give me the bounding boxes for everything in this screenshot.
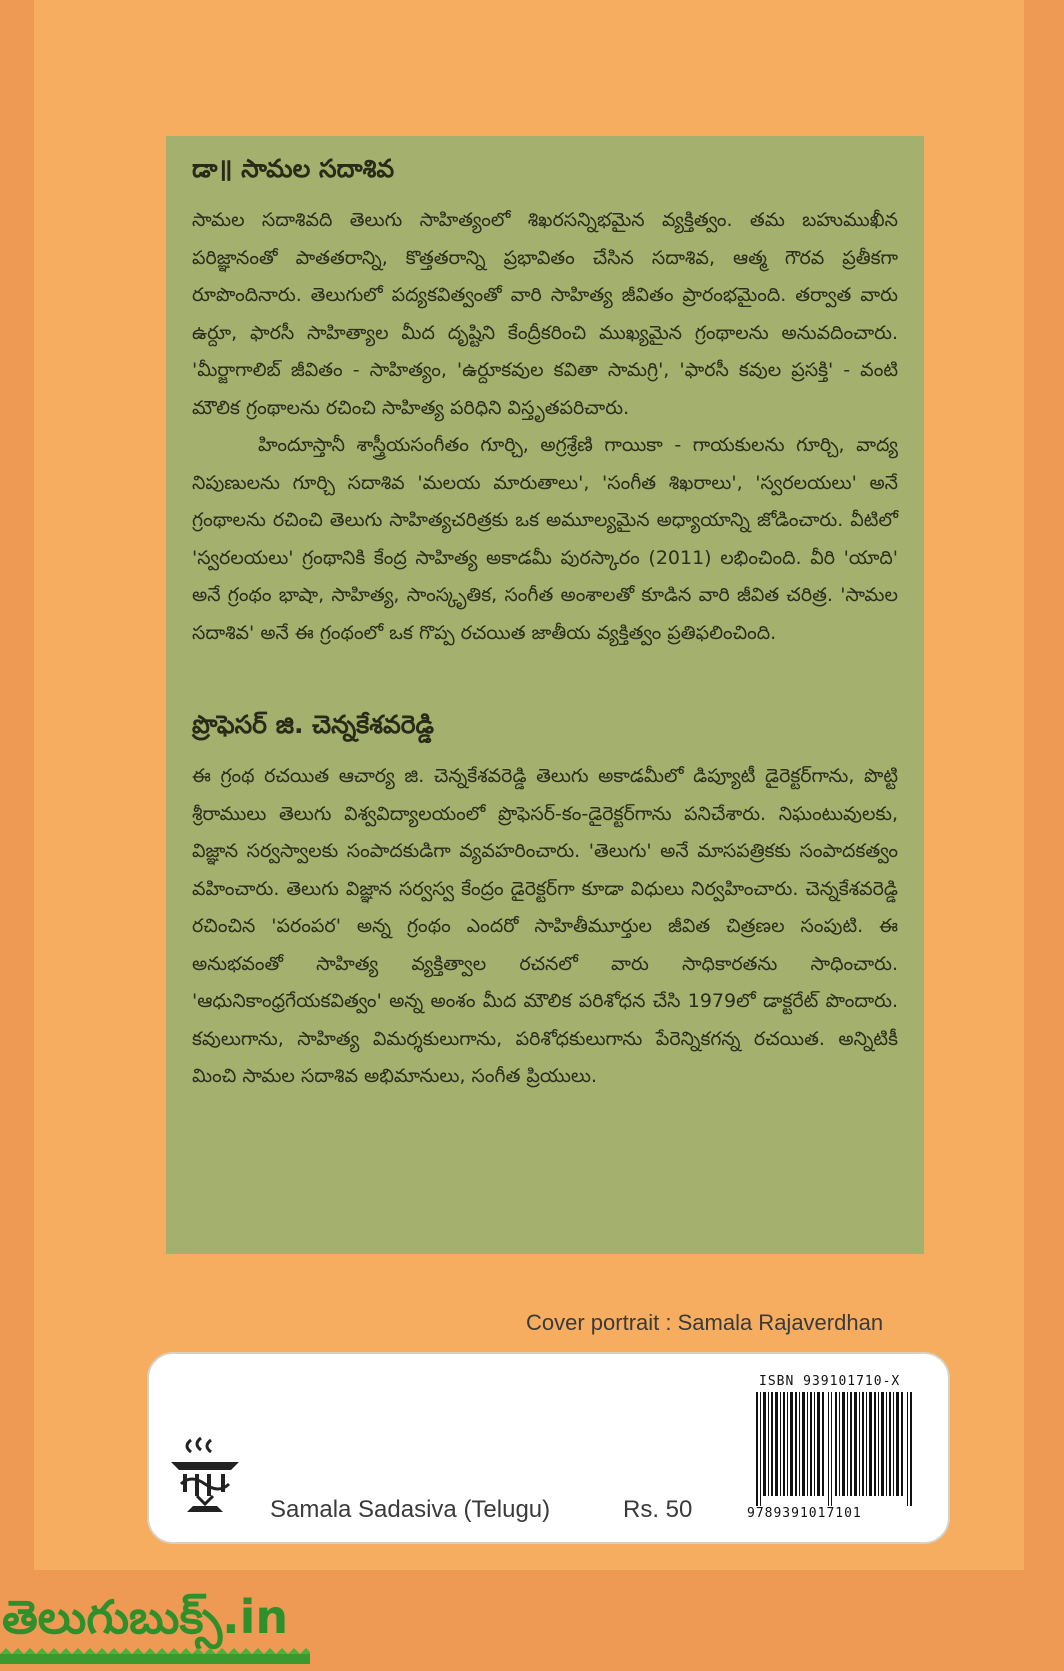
book-title: Samala Sadasiva (Telugu) [270, 1496, 551, 1523]
watermark-logo: తెలుగుబుక్స్.in [2, 1590, 289, 1644]
section-gap [192, 652, 898, 710]
author-bio-paragraph-2: హిందూస్తానీ శాస్త్రీయసంగీతం గూర్చి, అగ్రశ్రేణి గాయికా - గాయకులను గూర్చి, వాద్య నిపుణులను గూర్చి సదాశివ 'మలయ మారుతాలు', 'సంగీత శిఖరాలు', 'స్వరలయలు' అనే గ్రంథాలను రచించి తెలుగు సాహిత్యచరిత్రకు ఒక అమూల్యమైన అధ్యాయాన్ని జోడించారు. వీటిలో 'స్వరలయలు' గ్రంథానికి కేంద్ర సాహిత్య అకాడమీ పురస్కారం (2011) లభించింది. వీరి 'యాది' అనే గ్రంథం భాషా, సాహిత్య, సాంస్కృతిక, సంగీత అంశాలతో కూడిన వారి జీవిత చరిత్ర. 'సామల సదాశివ' అనే ఈ గ్రంథంలో ఒక గొప్ప రచయిత జాతీయ వ్యక్తిత్వం ప్రతిఫలించింది. [192, 434, 898, 644]
author-info-panel [166, 136, 924, 1254]
barcode-icon [754, 1392, 914, 1506]
writer-bio-paragraph: ఈ గ్రంథ రచయిత ఆచార్య జి. చెన్నకేశవరెడ్డి తెలుగు అకాడమీలో డిప్యూటీ డైరెక్టర్‌గాను, పొట్టి శ్రీరాములు తెలుగు విశ్వవిద్యాలయంలో ప్రొఫెసర్-కం-డైరెక్టర్‌గాను పనిచేశారు. నిఘంటువులకు, విజ్ఞాన సర్వస్వాలకు సంపాదకుడిగా వ్యవహరించారు. 'తెలుగు' అనే మాసపత్రికకు సంపాదకత్వం వహించారు. తెలుగు విజ్ఞాన సర్వస్వ కేంద్రం డైరెక్టర్‌గా కూడా విధులు నిర్వహించారు. చెన్నకేశవరెడ్డి రచించిన 'పరంపర' అన్న గ్రంథం ఎందరో సాహితీమూర్తుల జీవిత చిత్రణల సంపుటి. ఈ అనుభవంతో సాహిత్య వ్యక్తిత్వాల రచనలో వారు సాధికారతను సాధించారు. 'ఆధునికాంధ్రగేయకవిత్వం' అన్న అంశం మీద మౌలిక పరిశోధన చేసి 1979లో డాక్టరేట్ పొందారు. కవులుగాను, సాహిత్య విమర్శకులుగాను, పరిశోధకులుగాను పేరెన్నికగన్న రచయిత. అన్నిటికీ మించి సామల సదాశివ అభిమానులు, సంగీత ప్రియులు. [192, 765, 898, 1087]
cover-credit: Cover portrait : Samala Rajaverdhan [526, 1310, 884, 1335]
writer-heading: ప్రొఫెసర్ జి. చెన్నకేశవరెడ్డి [192, 710, 435, 739]
book-price: Rs. 50 [623, 1496, 693, 1523]
barcode-digits: 9789391017101 [747, 1506, 862, 1521]
isbn-label: ISBN 939101710-X [759, 1374, 901, 1389]
sahitya-akademi-logo-icon [167, 1434, 243, 1518]
author-heading: డా॥ సామల సదాశివ [192, 154, 395, 183]
watermark-grass-icon [0, 1648, 310, 1664]
book-info-panel [147, 1352, 950, 1544]
author-bio-paragraph-1: సామల సదాశివది తెలుగు సాహిత్యంలో శిఖరసన్నిభమైన వ్యక్తిత్వం. తమ బహుముఖీన పరిజ్ఞానంతో పాతతరాన్ని, కొత్తతరాన్ని ప్రభావితం చేసిన సదాశివ, ఆత్మ గౌరవ ప్రతీకగా రూపొందినారు. తెలుగులో పద్యకవిత్వంతో వారి సాహిత్య జీవితం ప్రారంభమైంది. తర్వాత వారు ఉర్దూ, ఫారసీ సాహిత్యాల మీద దృష్టిని కేంద్రీకరించి ముఖ్యమైన గ్రంథాలను అనువదించారు. 'మీర్జాగాలిబ్ జీవితం - సాహిత్యం, 'ఉర్దూకవుల కవితా సామగ్రి', 'ఫారసీ కవుల ప్రసక్తి' - వంటి మౌలిక గ్రంథాలను రచించి సాహిత్య పరిధిని విస్తృతపరిచారు. [192, 209, 898, 419]
